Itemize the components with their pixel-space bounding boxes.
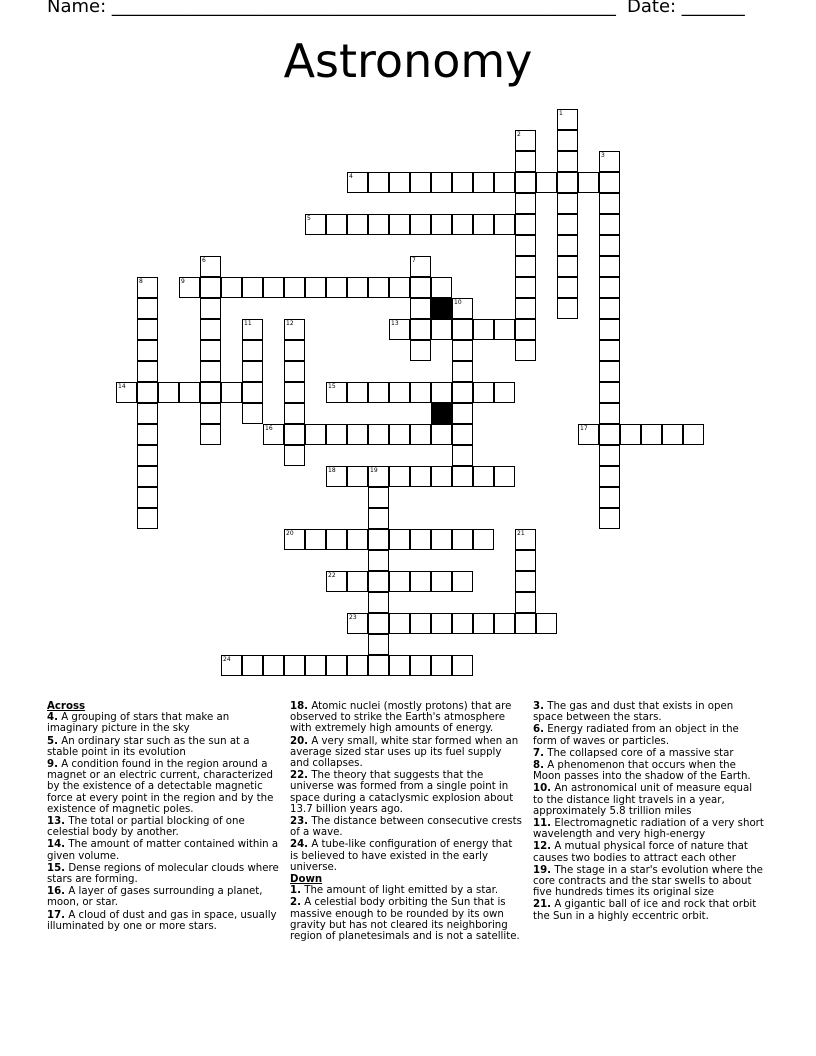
grid-cell[interactable] <box>683 424 704 445</box>
grid-cell[interactable] <box>557 151 578 172</box>
clue-down-19: 19. The stage in a star's evolution where the core contracts and the star swells to about five hundreds times its original size <box>533 864 763 899</box>
grid-cell[interactable] <box>410 214 431 235</box>
clue-across-14: 14. The amount of matter contained within a given volume. <box>47 839 279 862</box>
grid-cell[interactable] <box>431 466 452 487</box>
grid-cell[interactable] <box>263 277 284 298</box>
grid-cell[interactable] <box>368 655 389 676</box>
clue-down-11: 11. Electromagnetic radiation of a very short wavelength and very high-energy <box>533 818 764 841</box>
grid-cell[interactable] <box>305 277 326 298</box>
clue-down-2: 2. A celestial body orbiting the Sun that is massive enough to be rounded by its own gravity but has not cleared its neighboring region of planetesimals and is not a satellite. <box>290 897 520 943</box>
grid-cell[interactable] <box>599 508 620 529</box>
grid-cell[interactable] <box>368 613 389 634</box>
grid-cell[interactable] <box>641 424 662 445</box>
grid-cell[interactable] <box>389 424 410 445</box>
grid-cell[interactable] <box>578 424 599 445</box>
grid-cell[interactable] <box>137 445 158 466</box>
grid-cell[interactable] <box>599 487 620 508</box>
grid-cell[interactable] <box>389 172 410 193</box>
grid-cell[interactable] <box>431 319 452 340</box>
grid-cell[interactable] <box>263 655 284 676</box>
grid-cell[interactable] <box>200 340 221 361</box>
black-square <box>431 403 452 424</box>
cell-number-9: 9 <box>181 278 185 285</box>
grid-cell[interactable] <box>284 655 305 676</box>
cell-number-1: 1 <box>559 110 563 117</box>
grid-cell[interactable] <box>410 319 431 340</box>
grid-cell[interactable] <box>557 298 578 319</box>
grid-cell[interactable] <box>452 655 473 676</box>
grid-cell[interactable] <box>473 319 494 340</box>
grid-cell[interactable] <box>368 214 389 235</box>
clue-down-12: 12. A mutual physical force of nature that causes two bodies to attract each other <box>533 841 748 864</box>
grid-cell[interactable] <box>452 319 473 340</box>
grid-cell[interactable] <box>410 256 431 277</box>
grid-cell[interactable] <box>158 382 179 403</box>
grid-cell[interactable] <box>368 550 389 571</box>
grid-cell[interactable] <box>347 277 368 298</box>
grid-cell[interactable] <box>452 214 473 235</box>
grid-cell[interactable] <box>452 613 473 634</box>
grid-cell[interactable] <box>410 613 431 634</box>
grid-cell[interactable] <box>368 382 389 403</box>
grid-cell[interactable] <box>452 529 473 550</box>
clue-across-17: 17. A cloud of dust and gas in space, usually illuminated by one or more stars. <box>47 909 277 932</box>
grid-cell[interactable] <box>368 634 389 655</box>
grid-cell[interactable] <box>557 277 578 298</box>
cell-number-20: 20 <box>286 530 294 537</box>
grid-cell[interactable] <box>137 319 158 340</box>
grid-cell[interactable] <box>410 298 431 319</box>
grid-cell[interactable] <box>515 193 536 214</box>
grid-cell[interactable] <box>410 571 431 592</box>
grid-cell[interactable] <box>284 361 305 382</box>
grid-cell[interactable] <box>284 529 305 550</box>
grid-cell[interactable] <box>599 151 620 172</box>
clue-across-9: 9. A condition found in the region around a magnet or an electric current, characterized by the existence of a detectable magnetic force at every point in the region and by the existence of magnetic poles. <box>47 759 274 815</box>
grid-cell[interactable] <box>137 424 158 445</box>
grid-cell[interactable] <box>137 340 158 361</box>
grid-cell[interactable] <box>200 319 221 340</box>
grid-cell[interactable] <box>326 571 347 592</box>
grid-cell[interactable] <box>452 298 473 319</box>
clue-across-13: 13. The total or partial blocking of one celestial body by another. <box>47 816 245 839</box>
grid-cell[interactable] <box>200 277 221 298</box>
clue-across-5: 5. An ordinary star such as the sun at a stable point in its evolution <box>47 735 250 758</box>
grid-cell[interactable] <box>494 466 515 487</box>
grid-cell[interactable] <box>515 613 536 634</box>
cell-number-12: 12 <box>286 320 294 327</box>
grid-cell[interactable] <box>284 424 305 445</box>
cell-number-23: 23 <box>349 614 357 621</box>
grid-cell[interactable] <box>410 529 431 550</box>
grid-cell[interactable] <box>431 277 452 298</box>
grid-cell[interactable] <box>515 319 536 340</box>
grid-cell[interactable] <box>137 466 158 487</box>
grid-cell[interactable] <box>179 277 200 298</box>
grid-cell[interactable] <box>347 214 368 235</box>
grid-cell[interactable] <box>473 466 494 487</box>
grid-cell[interactable] <box>599 256 620 277</box>
grid-cell[interactable] <box>431 424 452 445</box>
grid-cell[interactable] <box>221 277 242 298</box>
grid-cell[interactable] <box>137 382 158 403</box>
grid-cell[interactable] <box>200 361 221 382</box>
grid-cell[interactable] <box>431 571 452 592</box>
grid-cell[interactable] <box>347 613 368 634</box>
grid-cell[interactable] <box>347 466 368 487</box>
grid-cell[interactable] <box>410 655 431 676</box>
cell-number-14: 14 <box>118 383 126 390</box>
grid-cell[interactable] <box>494 214 515 235</box>
grid-cell[interactable] <box>599 445 620 466</box>
grid-cell[interactable] <box>242 277 263 298</box>
grid-cell[interactable] <box>410 340 431 361</box>
grid-cell[interactable] <box>200 424 221 445</box>
across-heading: Across <box>47 701 86 712</box>
grid-cell[interactable] <box>116 382 137 403</box>
grid-cell[interactable] <box>515 235 536 256</box>
cell-number-19: 19 <box>370 467 378 474</box>
grid-cell[interactable] <box>452 424 473 445</box>
grid-cell[interactable] <box>473 382 494 403</box>
grid-cell[interactable] <box>410 277 431 298</box>
grid-cell[interactable] <box>515 340 536 361</box>
grid-cell[interactable] <box>200 298 221 319</box>
grid-cell[interactable] <box>473 172 494 193</box>
grid-cell[interactable] <box>410 466 431 487</box>
grid-cell[interactable] <box>473 214 494 235</box>
grid-cell[interactable] <box>599 277 620 298</box>
grid-cell[interactable] <box>494 172 515 193</box>
grid-cell[interactable] <box>368 172 389 193</box>
cell-number-24: 24 <box>223 656 231 663</box>
grid-cell[interactable] <box>221 382 242 403</box>
grid-cell[interactable] <box>410 424 431 445</box>
clue-across-4: 4. A grouping of stars that make an imaginary picture in the sky <box>47 712 230 735</box>
clue-across-23: 23. The distance between consecutive crests of a wave. <box>290 816 522 839</box>
grid-cell[interactable] <box>368 508 389 529</box>
grid-cell[interactable] <box>473 529 494 550</box>
grid-cell[interactable] <box>494 613 515 634</box>
cell-number-10: 10 <box>454 299 462 306</box>
grid-cell[interactable] <box>389 529 410 550</box>
clue-down-1: 1. The amount of light emitted by a star. <box>290 885 499 897</box>
grid-cell[interactable] <box>431 529 452 550</box>
grid-cell[interactable] <box>536 172 557 193</box>
cell-number-22: 22 <box>328 572 336 579</box>
grid-cell[interactable] <box>242 655 263 676</box>
grid-cell[interactable] <box>431 613 452 634</box>
grid-cell[interactable] <box>494 319 515 340</box>
grid-cell[interactable] <box>599 340 620 361</box>
grid-cell[interactable] <box>515 592 536 613</box>
cell-number-4: 4 <box>349 173 353 180</box>
grid-cell[interactable] <box>200 382 221 403</box>
grid-cell[interactable] <box>305 214 326 235</box>
date-field: Date: _______ <box>627 0 745 17</box>
grid-cell[interactable] <box>137 277 158 298</box>
grid-cell[interactable] <box>137 487 158 508</box>
grid-cell[interactable] <box>515 172 536 193</box>
grid-cell[interactable] <box>515 256 536 277</box>
grid-cell[interactable] <box>431 172 452 193</box>
grid-cell[interactable] <box>305 424 326 445</box>
clue-down-3: 3. The gas and dust that exists in open space between the stars. <box>533 701 734 724</box>
grid-cell[interactable] <box>137 361 158 382</box>
grid-cell[interactable] <box>599 172 620 193</box>
grid-cell[interactable] <box>284 340 305 361</box>
cell-number-21: 21 <box>517 530 525 537</box>
page-title: Astronomy <box>283 34 533 88</box>
grid-cell[interactable] <box>557 214 578 235</box>
cell-number-16: 16 <box>265 425 273 432</box>
grid-cell[interactable] <box>389 613 410 634</box>
clues-column-2 <box>290 701 522 943</box>
grid-cell[interactable] <box>221 655 242 676</box>
cell-number-7: 7 <box>412 257 416 264</box>
grid-cell[interactable] <box>368 424 389 445</box>
grid-cell[interactable] <box>137 508 158 529</box>
grid-cell[interactable] <box>662 424 683 445</box>
grid-cell[interactable] <box>284 445 305 466</box>
grid-cell[interactable] <box>515 550 536 571</box>
grid-cell[interactable] <box>326 466 347 487</box>
grid-cell[interactable] <box>557 256 578 277</box>
name-field: Name: ________________________________________________________ <box>47 0 616 17</box>
grid-cell[interactable] <box>452 445 473 466</box>
grid-cell[interactable] <box>557 172 578 193</box>
grid-cell[interactable] <box>368 487 389 508</box>
grid-cell[interactable] <box>389 571 410 592</box>
grid-cell[interactable] <box>368 529 389 550</box>
cell-number-13: 13 <box>391 320 399 327</box>
clue-across-18: 18. Atomic nuclei (mostly protons) that are observed to strike the Earth's atmosphere with extremely high amounts of energy. <box>290 701 512 735</box>
clue-down-10: 10. An astronomical unit of measure equal to the distance light travels in a year, approximately 5.8 trillion miles <box>533 783 753 817</box>
grid-cell[interactable] <box>242 340 263 361</box>
grid-cell[interactable] <box>599 466 620 487</box>
grid-cell[interactable] <box>599 403 620 424</box>
grid-cell[interactable] <box>557 235 578 256</box>
cell-number-15: 15 <box>328 383 336 390</box>
grid-cell[interactable] <box>410 172 431 193</box>
grid-cell[interactable] <box>599 193 620 214</box>
grid-cell[interactable] <box>515 571 536 592</box>
grid-cell[interactable] <box>347 424 368 445</box>
clue-across-16: 16. A layer of gases surrounding a planet, moon, or star. <box>47 886 263 909</box>
grid-cell[interactable] <box>200 403 221 424</box>
grid-cell[interactable] <box>599 214 620 235</box>
down-heading: Down <box>290 874 323 886</box>
grid-cell[interactable] <box>179 382 200 403</box>
grid-cell[interactable] <box>242 403 263 424</box>
grid-cell[interactable] <box>473 613 494 634</box>
grid-cell[interactable] <box>599 424 620 445</box>
grid-cell[interactable] <box>431 655 452 676</box>
clue-across-15: 15. Dense regions of molecular clouds where stars are forming. <box>47 862 279 886</box>
grid-cell[interactable] <box>347 571 368 592</box>
grid-cell[interactable] <box>137 403 158 424</box>
grid-cell[interactable] <box>389 466 410 487</box>
grid-cell[interactable] <box>284 403 305 424</box>
grid-cell[interactable] <box>347 382 368 403</box>
grid-cell[interactable] <box>452 172 473 193</box>
grid-cell[interactable] <box>410 382 431 403</box>
cell-number-11: 11 <box>244 320 252 327</box>
grid-cell[interactable] <box>347 172 368 193</box>
cell-number-6: 6 <box>202 257 206 264</box>
grid-cell[interactable] <box>557 130 578 151</box>
black-square <box>431 298 452 319</box>
grid-cell[interactable] <box>347 529 368 550</box>
grid-cell[interactable] <box>599 361 620 382</box>
grid-cell[interactable] <box>368 277 389 298</box>
cell-number-2: 2 <box>517 131 521 138</box>
clue-across-22: 22. The theory that suggests that the universe was formed from a single point in space during a cataclysmic explosion about 13.7 billion years ago. <box>290 770 514 815</box>
grid-cell[interactable] <box>452 361 473 382</box>
grid-cell[interactable] <box>305 655 326 676</box>
grid-cell[interactable] <box>599 319 620 340</box>
grid-cell[interactable] <box>284 382 305 403</box>
cell-number-17: 17 <box>580 425 588 432</box>
grid-cell[interactable] <box>599 235 620 256</box>
cell-number-8: 8 <box>139 278 143 285</box>
grid-cell[interactable] <box>326 277 347 298</box>
grid-cell[interactable] <box>137 298 158 319</box>
grid-cell[interactable] <box>515 130 536 151</box>
grid-cell[interactable] <box>599 382 620 403</box>
grid-cell[interactable] <box>200 256 221 277</box>
grid-cell[interactable] <box>515 214 536 235</box>
grid-cell[interactable] <box>452 571 473 592</box>
grid-cell[interactable] <box>347 655 368 676</box>
cell-number-3: 3 <box>601 152 605 159</box>
grid-cell[interactable] <box>452 466 473 487</box>
grid-cell[interactable] <box>389 214 410 235</box>
grid-cell[interactable] <box>263 424 284 445</box>
grid-cell[interactable] <box>599 298 620 319</box>
grid-cell[interactable] <box>557 109 578 130</box>
grid-cell[interactable] <box>326 214 347 235</box>
grid-cell[interactable] <box>368 571 389 592</box>
grid-cell[interactable] <box>242 382 263 403</box>
grid-cell[interactable] <box>284 319 305 340</box>
grid-cell[interactable] <box>326 655 347 676</box>
clues-column-3 <box>533 701 765 923</box>
grid-cell[interactable] <box>284 277 305 298</box>
clue-across-20: 20. A very small, white star formed when an average sized star uses up its fuel supply and collapses. <box>290 735 519 770</box>
grid-cell[interactable] <box>326 424 347 445</box>
clue-down-8: 8. A phenomenon that occurs when the Moon passes into the shadow of the Earth. <box>533 760 751 783</box>
cell-number-18: 18 <box>328 467 336 474</box>
grid-cell[interactable] <box>368 466 389 487</box>
grid-cell[interactable] <box>515 529 536 550</box>
grid-cell[interactable] <box>515 277 536 298</box>
grid-cell[interactable] <box>389 277 410 298</box>
cell-number-5: 5 <box>307 215 311 222</box>
grid-cell[interactable] <box>326 529 347 550</box>
clue-down-21: 21. A gigantic ball of ice and rock that orbit the Sun in a highly eccentric orbit. <box>533 899 757 922</box>
grid-cell[interactable] <box>431 214 452 235</box>
grid-cell[interactable] <box>515 151 536 172</box>
clue-across-24: 24. A tube-like configuration of energy that is believed to have existed in the early universe. <box>290 839 513 873</box>
grid-cell[interactable] <box>536 613 557 634</box>
grid-cell[interactable] <box>242 319 263 340</box>
grid-cell[interactable] <box>620 424 641 445</box>
grid-cell[interactable] <box>305 529 326 550</box>
grid-cell[interactable] <box>452 403 473 424</box>
grid-cell[interactable] <box>494 382 515 403</box>
grid-cell[interactable] <box>452 382 473 403</box>
grid-cell[interactable] <box>368 592 389 613</box>
grid-cell[interactable] <box>557 193 578 214</box>
clue-down-7: 7. The collapsed core of a massive star <box>533 747 734 759</box>
grid-cell[interactable] <box>515 298 536 319</box>
grid-cell[interactable] <box>389 319 410 340</box>
clues-column-1 <box>47 701 279 933</box>
grid-cell[interactable] <box>242 361 263 382</box>
grid-cell[interactable] <box>431 382 452 403</box>
grid-cell[interactable] <box>578 172 599 193</box>
grid-cell[interactable] <box>389 382 410 403</box>
grid-cell[interactable] <box>452 340 473 361</box>
clue-down-6: 6. Energy radiated from an object in the form of waves or particles. <box>533 724 739 747</box>
grid-cell[interactable] <box>326 382 347 403</box>
grid-cell[interactable] <box>389 655 410 676</box>
